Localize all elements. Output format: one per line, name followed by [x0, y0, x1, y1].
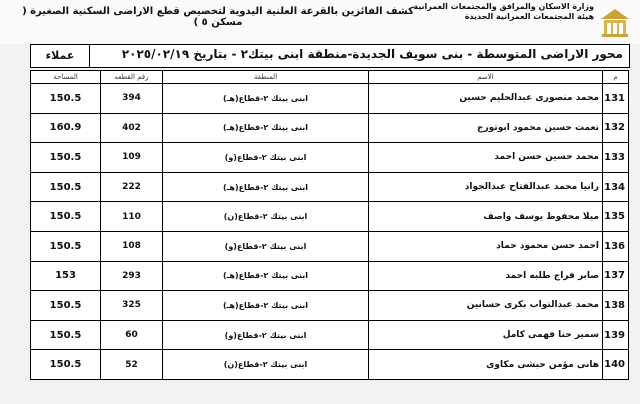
- table-row: [31, 320, 629, 350]
- zone-cell: ابنى بيتك ٢-قطاع(هـ): [163, 113, 369, 143]
- row-number: 139: [603, 320, 629, 350]
- plot-number: 293: [101, 261, 163, 291]
- plot-number: 52: [101, 350, 163, 380]
- zone-cell: ابنى بيتك ٢-قطاع(هـ): [163, 261, 369, 291]
- winner-name: ميلا محفوظ يوسف واصف: [369, 202, 603, 232]
- zone-cell: ابنى بيتك ٢-قطاع(و): [163, 320, 369, 350]
- row-number: 133: [603, 143, 629, 173]
- winner-name: رانيا محمد عبدالفتاح عبدالجواد: [369, 172, 603, 202]
- row-number: 131: [603, 84, 629, 114]
- table-row: [31, 172, 629, 202]
- table-row: [31, 291, 629, 321]
- area-cell: 150.5: [31, 231, 101, 261]
- zone-cell: ابنى بيتك ٢-قطاع(هـ): [163, 84, 369, 114]
- plot-number: 108: [101, 231, 163, 261]
- table-row: [31, 261, 629, 291]
- plot-number: 325: [101, 291, 163, 321]
- zone-cell: ابنى بيتك ٢-قطاع(ن): [163, 202, 369, 232]
- area-cell: 150.5: [31, 84, 101, 114]
- winner-name: محمد حسين حسن احمد: [369, 143, 603, 173]
- table-row: [31, 231, 629, 261]
- zone-cell: ابنى بيتك ٢-قطاع(و): [163, 143, 369, 173]
- row-number: 132: [603, 113, 629, 143]
- column-header-zone: المنطقة: [163, 71, 369, 84]
- document-header: [0, 0, 640, 44]
- document-subtitle: محور الاراضى المتوسطة - بنى سويف الجديدة-منطقة ابنى بيتك٢ - بتاريخ ٢٠٢٥/٠٢/١٩: [121, 47, 623, 61]
- zone-cell: ابنى بيتك ٢-قطاع(ن): [163, 350, 369, 380]
- plot-number: 60: [101, 320, 163, 350]
- winner-name: احمد حسن محمود حماد: [369, 231, 603, 261]
- table-row: [31, 113, 629, 143]
- column-header-name: الاسم: [369, 71, 603, 84]
- table-row: [31, 202, 629, 232]
- zone-cell: ابنى بيتك ٢-قطاع(هـ): [163, 172, 369, 202]
- area-cell: 150.5: [31, 202, 101, 232]
- ministry-line-2: هيئة المجتمعات العمرانية الجديدة: [464, 12, 594, 21]
- table-header-row: [31, 71, 629, 84]
- row-number: 138: [603, 291, 629, 321]
- row-number: 140: [603, 350, 629, 380]
- winner-name: محمد عبدالتواب بكرى حسانين: [369, 291, 603, 321]
- category-label: عملاء: [31, 45, 90, 67]
- area-cell: 150.5: [31, 320, 101, 350]
- winner-name: محمد منصورى عبدالحليم حسين: [369, 84, 603, 114]
- area-cell: 150.5: [31, 143, 101, 173]
- document-title: كشف الفائزين بالقرعة العلنية اليدوية لتخصيص قطع الاراضى السكنية الصغيرة ( مسكن ٥ ): [22, 6, 414, 28]
- table-row: [31, 84, 629, 114]
- plot-number: 222: [101, 172, 163, 202]
- table-row: [31, 350, 629, 380]
- row-number: 134: [603, 172, 629, 202]
- plot-number: 394: [101, 84, 163, 114]
- winner-name: سمير حنا فهمى كامل: [369, 320, 603, 350]
- area-cell: 153: [31, 261, 101, 291]
- plot-number: 109: [101, 143, 163, 173]
- winners-table: [30, 70, 629, 380]
- zone-cell: ابنى بيتك ٢-قطاع(و): [163, 231, 369, 261]
- row-number: 137: [603, 261, 629, 291]
- area-cell: 150.5: [31, 350, 101, 380]
- table-row: [31, 143, 629, 173]
- ministry-line-1: وزارة الاسكان والمرافق والمجتمعات العمرانية: [413, 2, 594, 11]
- column-header-area: المساحة: [31, 71, 101, 84]
- winner-name: هانى مؤمن حبشى مكاوى: [369, 350, 603, 380]
- winner-name: صابر فراج طلبه احمد: [369, 261, 603, 291]
- row-number: 136: [603, 231, 629, 261]
- winner-name: نعمت حسين محمود ابوتورج: [369, 113, 603, 143]
- subtitle-bar: [30, 44, 630, 68]
- plot-number: 110: [101, 202, 163, 232]
- row-number: 135: [603, 202, 629, 232]
- plot-number: 402: [101, 113, 163, 143]
- authority-logo-icon: [598, 6, 632, 40]
- area-cell: 150.5: [31, 291, 101, 321]
- area-cell: 160.9: [31, 113, 101, 143]
- column-header-plot: رقم القطعه: [101, 71, 163, 84]
- zone-cell: ابنى بيتك ٢-قطاع(هـ): [163, 291, 369, 321]
- column-header-number: م: [603, 71, 629, 84]
- area-cell: 150.5: [31, 172, 101, 202]
